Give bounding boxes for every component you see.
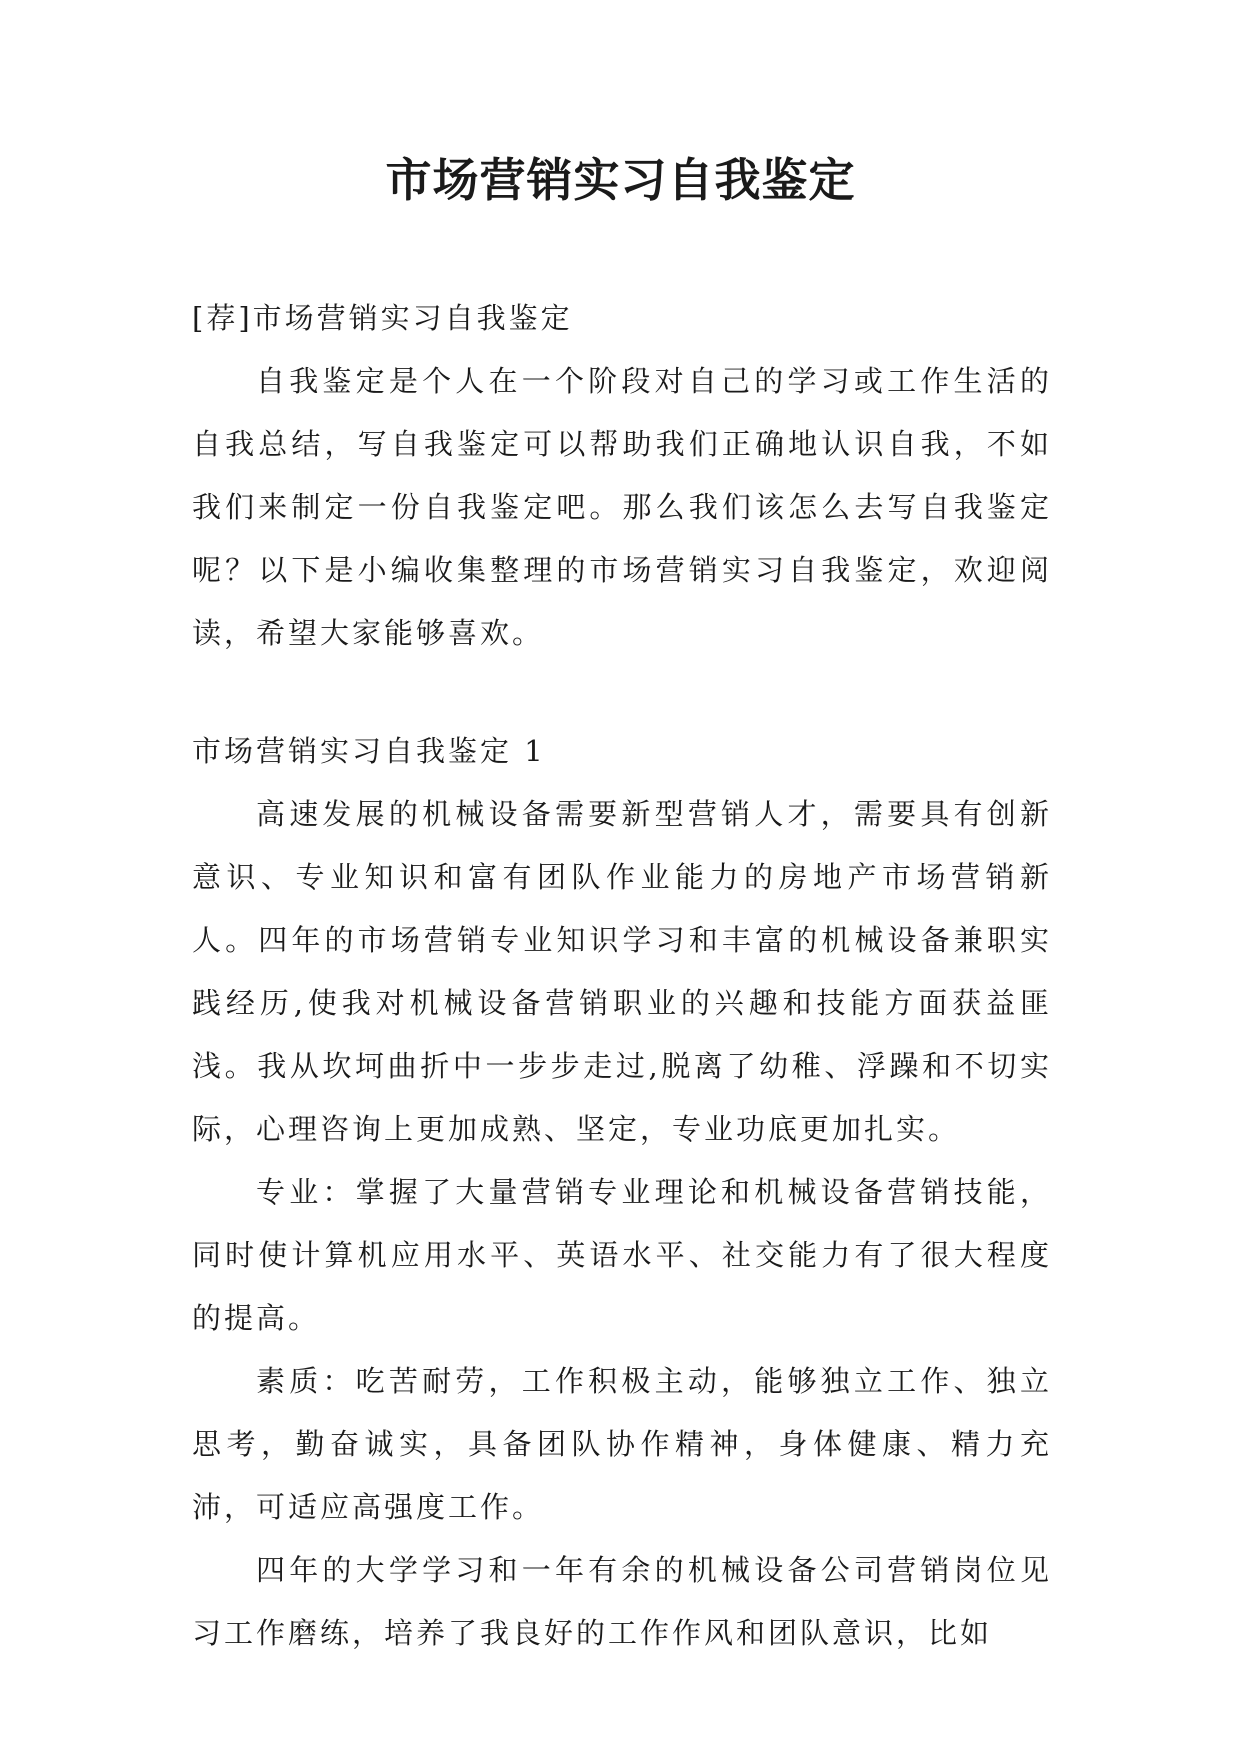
section-spacer [192, 665, 1052, 720]
document-title: 市场营销实习自我鉴定 [385, 153, 856, 207]
body-paragraph-1: 高速发展的机械设备需要新型营销人才，需要具有创新意识、专业知识和富有团队作业能力的房地产市场营销新人。四年的市场营销专业知识学习和丰富的机械设备兼职实践经历,使我对机械设备营销职业的兴趣和技能方面获益匪浅。我从坎坷曲折中一步步走过,脱离了幼稚、浮躁和不切实际，心理咨询上更加成熟、坚定，专业功底更加扎实。 [192, 797, 1052, 1146]
body-paragraph-3: 素质：吃苦耐劳，工作积极主动，能够独立工作、独立思考，勤奋诚实，具备团队协作精神，身体健康、精力充沛，可适应高强度工作。 [192, 1364, 1052, 1524]
body-paragraph-4: 四年的大学学习和一年有余的机械设备公司营销岗位见习工作磨练，培养了我良好的工作作风和团队意识，比如 [192, 1553, 1052, 1650]
intro-paragraph: 自我鉴定是个人在一个阶段对自己的学习或工作生活的自我总结，写自我鉴定可以帮助我们正确地认识自我，不如我们来制定一份自我鉴定吧。那么我们该怎么去写自我鉴定呢？以下是小编收集整理的市场营销实习自我鉴定，欢迎阅读，希望大家能够喜欢。 [192, 364, 1052, 650]
document-body [192, 287, 1052, 1665]
document-subtitle: [荐]市场营销实习自我鉴定 [192, 301, 573, 335]
section-heading: 市场营销实习自我鉴定 1 [192, 734, 546, 768]
body-paragraph-2: 专业：掌握了大量营销专业理论和机械设备营销技能，同时使计算机应用水平、英语水平、社交能力有了很大程度的提高。 [192, 1175, 1052, 1335]
